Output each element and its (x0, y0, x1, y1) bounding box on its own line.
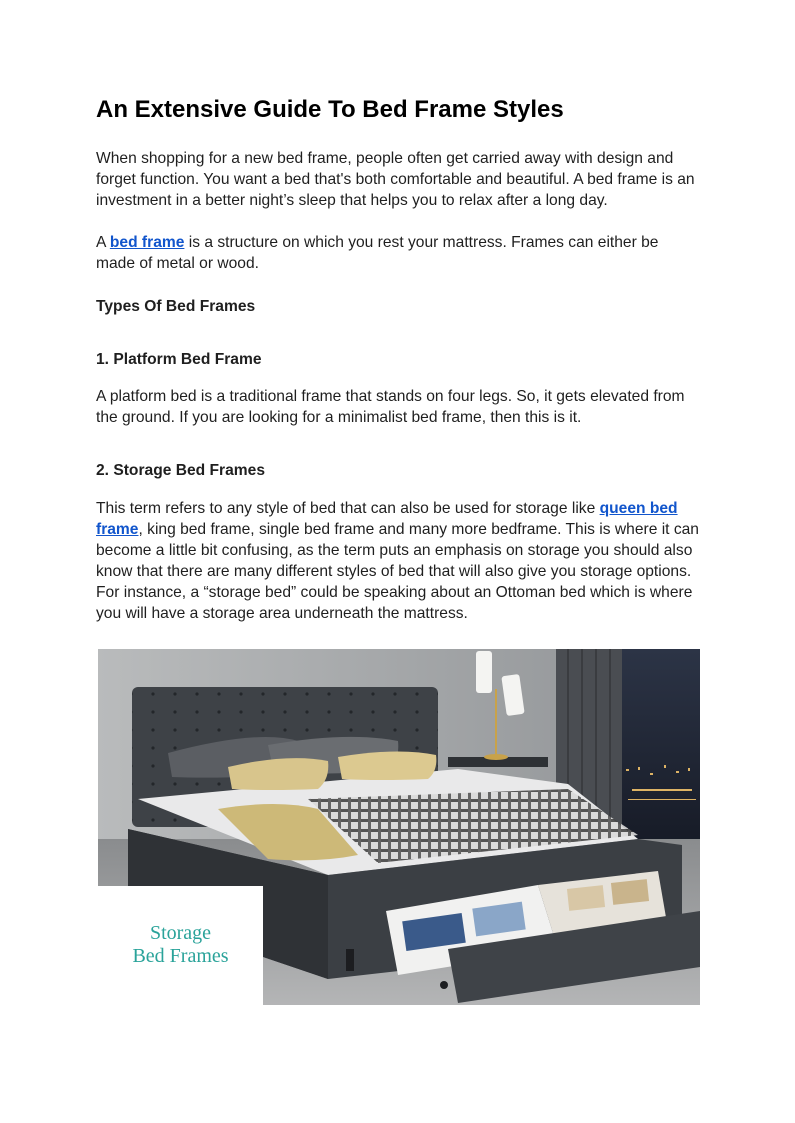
window (618, 649, 700, 859)
queen-bed-frame-link[interactable]: queen bed frame (96, 500, 678, 538)
storage-heading: 2. Storage Bed Frames (96, 462, 265, 479)
platform-heading: 1. Platform Bed Frame (96, 351, 262, 368)
storage-paragraph (96, 498, 700, 624)
definition-prefix: A (96, 234, 110, 251)
image-caption (98, 886, 263, 1005)
bed-frame-link[interactable]: bed frame (109, 234, 185, 251)
caption-line-1: Storage (149, 922, 212, 944)
page-title: An Extensive Guide To Bed Frame Styles (96, 96, 564, 123)
storage-suffix: , king bed frame, single bed frame and many more bedframe. This is where it can become a little bit confusing, as the term puts an emphasis on storage you should also know that there are many different styles of bed that will also give you storage options. For instance, a “storage bed” could be speaking about an Ottoman bed which is where you will have a storage area underneath the mattress. (96, 521, 699, 622)
caption-line-2: Bed Frames (132, 945, 229, 967)
definition-paragraph (96, 232, 700, 274)
lamp (476, 651, 492, 693)
definition-suffix: is a structure on which you rest your mattress. Frames can either be made of metal or wood. (96, 234, 659, 272)
intro-paragraph: When shopping for a new bed frame, people often get carried away with design and forget function. You want a bed that's both comfortable and beautiful. A bed frame is an investment in a better night’s sleep that helps you to relax after a long day. (96, 150, 695, 209)
storage-prefix: This term refers to any style of bed that can also be used for storage like (96, 500, 600, 517)
types-heading: Types Of Bed Frames (96, 298, 256, 315)
platform-paragraph: A platform bed is a traditional frame that stands on four legs. So, it gets elevated from the ground. If you are looking for a minimalist bed frame, then this is it. (96, 388, 685, 426)
storage-bed-image (98, 649, 700, 1005)
